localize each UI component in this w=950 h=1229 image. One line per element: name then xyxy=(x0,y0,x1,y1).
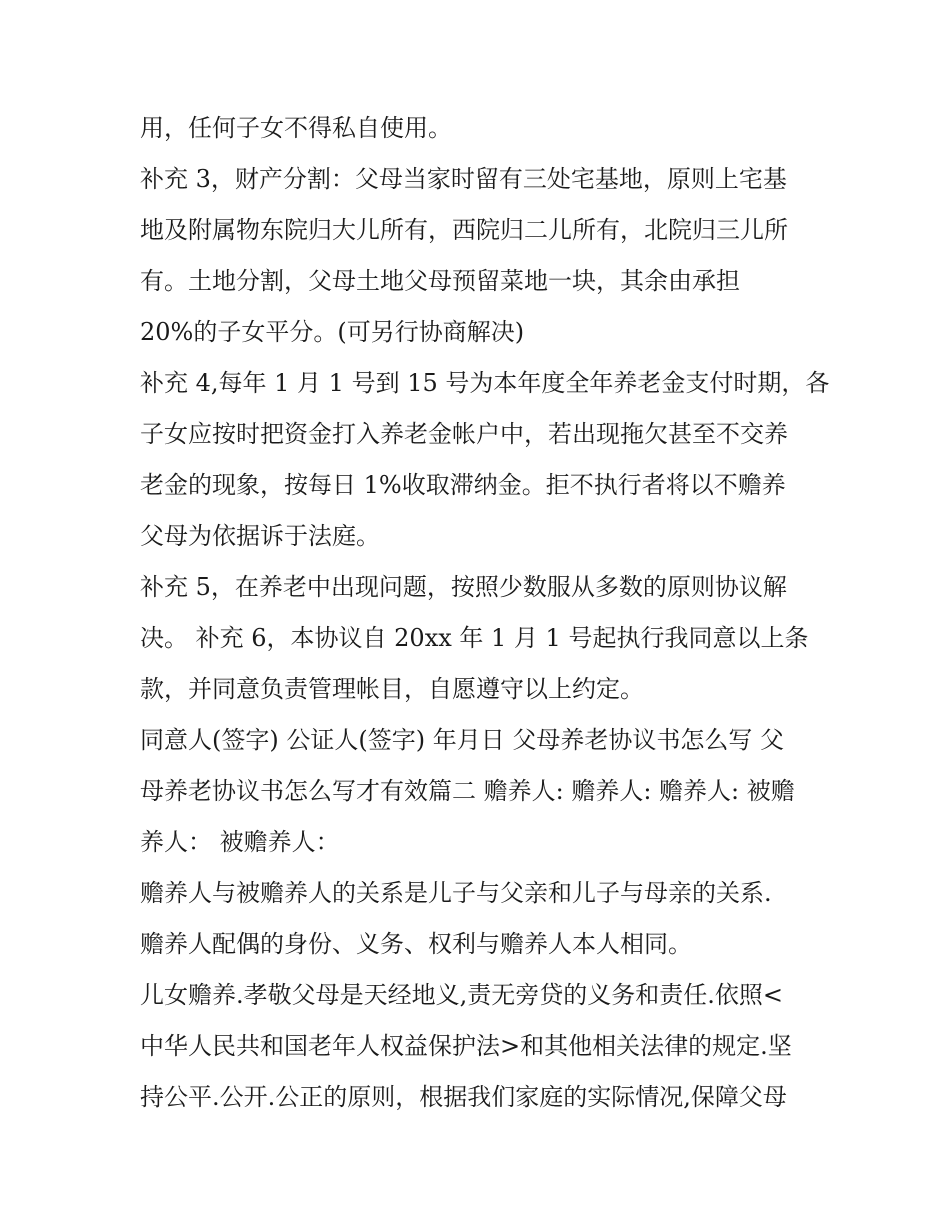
text-line: 补充 3，财产分割：父母当家时留有三处宅基地，原则上宅基 xyxy=(140,165,787,193)
text-line: 决。 补充 6，本协议自 20xx 年 1 月 1 号起执行我同意以上条 xyxy=(140,624,809,652)
text-line: 持公平.公开.公正的原则，根据我们家庭的实际情况,保障父母 xyxy=(140,1083,787,1111)
text-line: 有。土地分割，父母土地父母预留菜地一块，其余由承担 xyxy=(140,267,740,295)
text-line: 子女应按时把资金打入养老金帐户中，若出现拖欠甚至不交养 xyxy=(140,420,788,448)
text-line: 同意人(签字) 公证人(签字) 年月日 父母养老协议书怎么写 父 xyxy=(140,726,784,754)
text-line: 款，并同意负责管理帐目，自愿遵守以上约定。 xyxy=(140,675,644,703)
text-line: 补充 4,每年 1 月 1 号到 15 号为本年度全年养老金支付时期，各 xyxy=(140,369,830,397)
text-line: 中华人民共和国老年人权益保护法>和其他相关法律的规定.坚 xyxy=(140,1032,792,1060)
text-line: 赡养人配偶的身份、义务、权利与赡养人本人相同。 xyxy=(140,930,692,958)
text-line: 地及附属物东院归大儿所有，西院归二儿所有，北院归三儿所 xyxy=(140,216,788,244)
text-line: 养人： 被赡养人： xyxy=(140,828,340,856)
text-line: 儿女赡养.孝敬父母是天经地义,责无旁贷的义务和责任.依照< xyxy=(140,981,783,1009)
text-line: 20%的子女平分。(可另行协商解决) xyxy=(140,318,525,346)
text-line: 补充 5，在养老中出现问题，按照少数服从多数的原则协议解 xyxy=(140,573,787,601)
text-line: 老金的现象，按每日 1%收取滞纳金。拒不执行者将以不赡养 xyxy=(140,471,786,499)
text-line: 父母为依据诉于法庭。 xyxy=(140,522,380,550)
document-body xyxy=(140,110,830,1130)
text-line: 用，任何子女不得私自使用。 xyxy=(140,114,452,142)
text-line: 赡养人与被赡养人的关系是儿子与父亲和儿子与母亲的关系. xyxy=(140,879,772,907)
text-line: 母养老协议书怎么写才有效篇二 赡养人: 赡养人: 赡养人: 被赡 xyxy=(140,777,795,805)
